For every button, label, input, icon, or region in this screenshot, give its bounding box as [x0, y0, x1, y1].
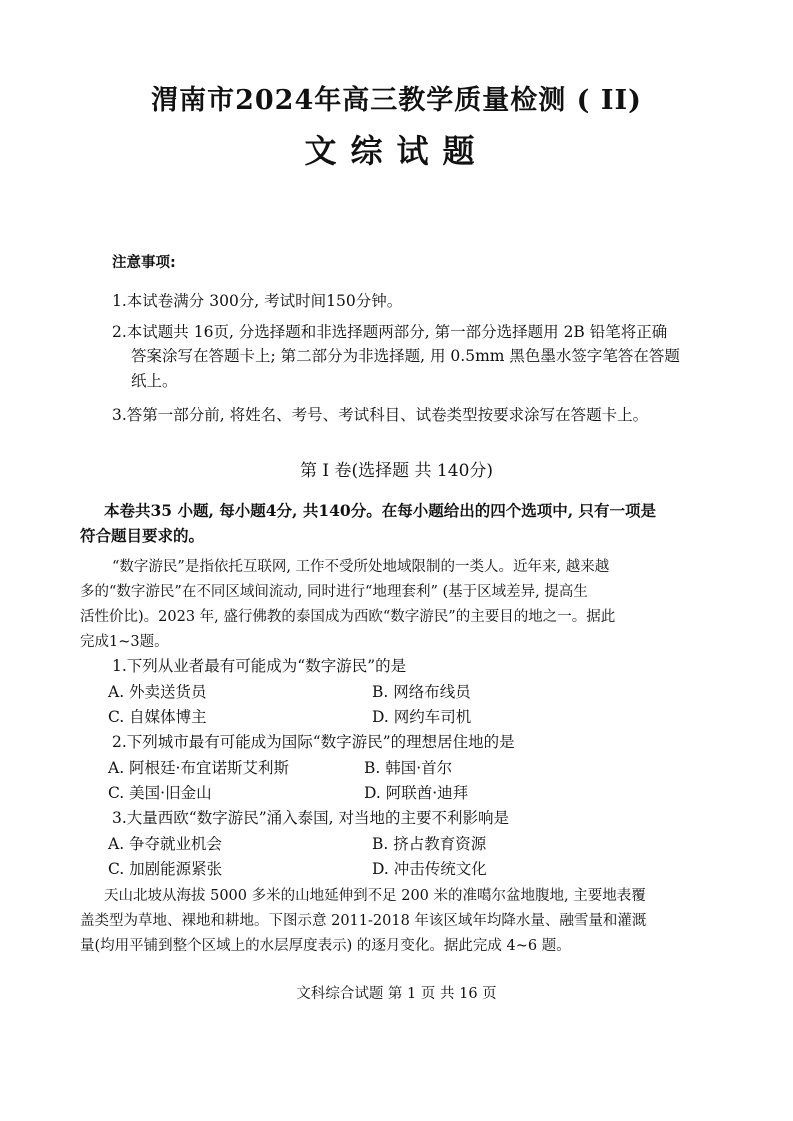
question-2-stem: 2.下列城市最有可能成为国际“数字游民”的理想居住地的是 [112, 733, 515, 751]
notice-item-3: 3.答第一部分前, 将姓名、考号、考试科目、试卷类型按要求涂写在答题卡上。 [112, 406, 649, 424]
passage2-line1: 天山北坡从海拔 5000 多米的山地延伸到不足 200 米的准噶尔盆地腹地, 主要地表覆 [104, 888, 646, 904]
page-footer: 文科综合试题 第 1 页 共 16 页 [296, 986, 497, 1002]
exam-subtitle: 文综试题 [304, 132, 489, 170]
question-2-option-b: B. 韩国·首尔 [364, 759, 453, 777]
question-3-option-a: A. 争夺就业机会 [108, 835, 223, 853]
notice-item-2-cont: 答案涂写在答题卡上; 第二部分为非选择题, 用 0.5mm 黑色墨水签字笔答在答题 [131, 347, 680, 365]
question-2-option-a: A. 阿根廷·布宜诺斯艾利斯 [108, 759, 289, 777]
passage1-line4: 完成1~3题。 [80, 634, 169, 650]
question-1-option-a: A. 外卖送货员 [108, 683, 207, 701]
section-intro-line2: 符合题目要求的。 [80, 526, 205, 545]
question-3-option-d: D. 冲击传统文化 [372, 860, 487, 878]
question-1-option-d: D. 网约车司机 [372, 708, 472, 726]
passage1-line2: 多的“数字游民”在不同区域间流动, 同时进行“地理套利” (基于区域差异, 提高生 [80, 584, 588, 600]
notice-item-2: 2.本试题共 16页, 分选择题和非选择题两部分, 第一部分选择题用 2B 铅笔将正确 [112, 323, 668, 341]
passage2-line3: 量(均用平铺到整个区域上的水层厚度表示) 的逐月变化。据此完成 4~6 题。 [80, 938, 571, 954]
notice-item-2-cont2: 纸上。 [131, 372, 178, 390]
notice-item-1: 1.本试卷满分 300分, 考试时间150分钟。 [112, 292, 403, 310]
passage1-line1: “数字游民”是指依托互联网, 工作不受所处地域限制的一类人。近年来, 越来越 [112, 559, 610, 575]
question-2-option-d: D. 阿联酋·迪拜 [364, 784, 469, 802]
question-3-option-c: C. 加剧能源紧张 [108, 860, 223, 878]
question-3-option-b: B. 挤占教育资源 [372, 835, 487, 853]
question-3-stem: 3.大量西欧“数字游民”涌入泰国, 对当地的主要不利影响是 [112, 809, 509, 827]
exam-title: 渭南市2024年高三教学质量检测 ( II) [151, 85, 642, 116]
notice-heading: 注意事项: [112, 255, 176, 271]
question-1-option-c: C. 自媒体博主 [108, 708, 207, 726]
passage2-line2: 盖类型为草地、裸地和耕地。下图示意 2011-2018 年该区域年均降水量、融雪量和灌溉 [80, 913, 647, 929]
passage1-line3: 活性价比)。2023 年, 盛行佛教的泰国成为西欧“数字游民”的主要目的地之一。据此 [80, 609, 616, 625]
section-title: 第 I 卷(选择题 共 140分) [299, 461, 494, 481]
section-intro-line1: 本卷共35 小题, 每小题4分, 共140分。在每小题给出的四个选项中, 只有一项是 [104, 501, 656, 520]
question-1-option-b: B. 网络布线员 [372, 683, 471, 701]
question-2-option-c: C. 美国·旧金山 [108, 784, 212, 802]
question-1-stem: 1.下列从业者最有可能成为“数字游民”的是 [112, 657, 407, 675]
